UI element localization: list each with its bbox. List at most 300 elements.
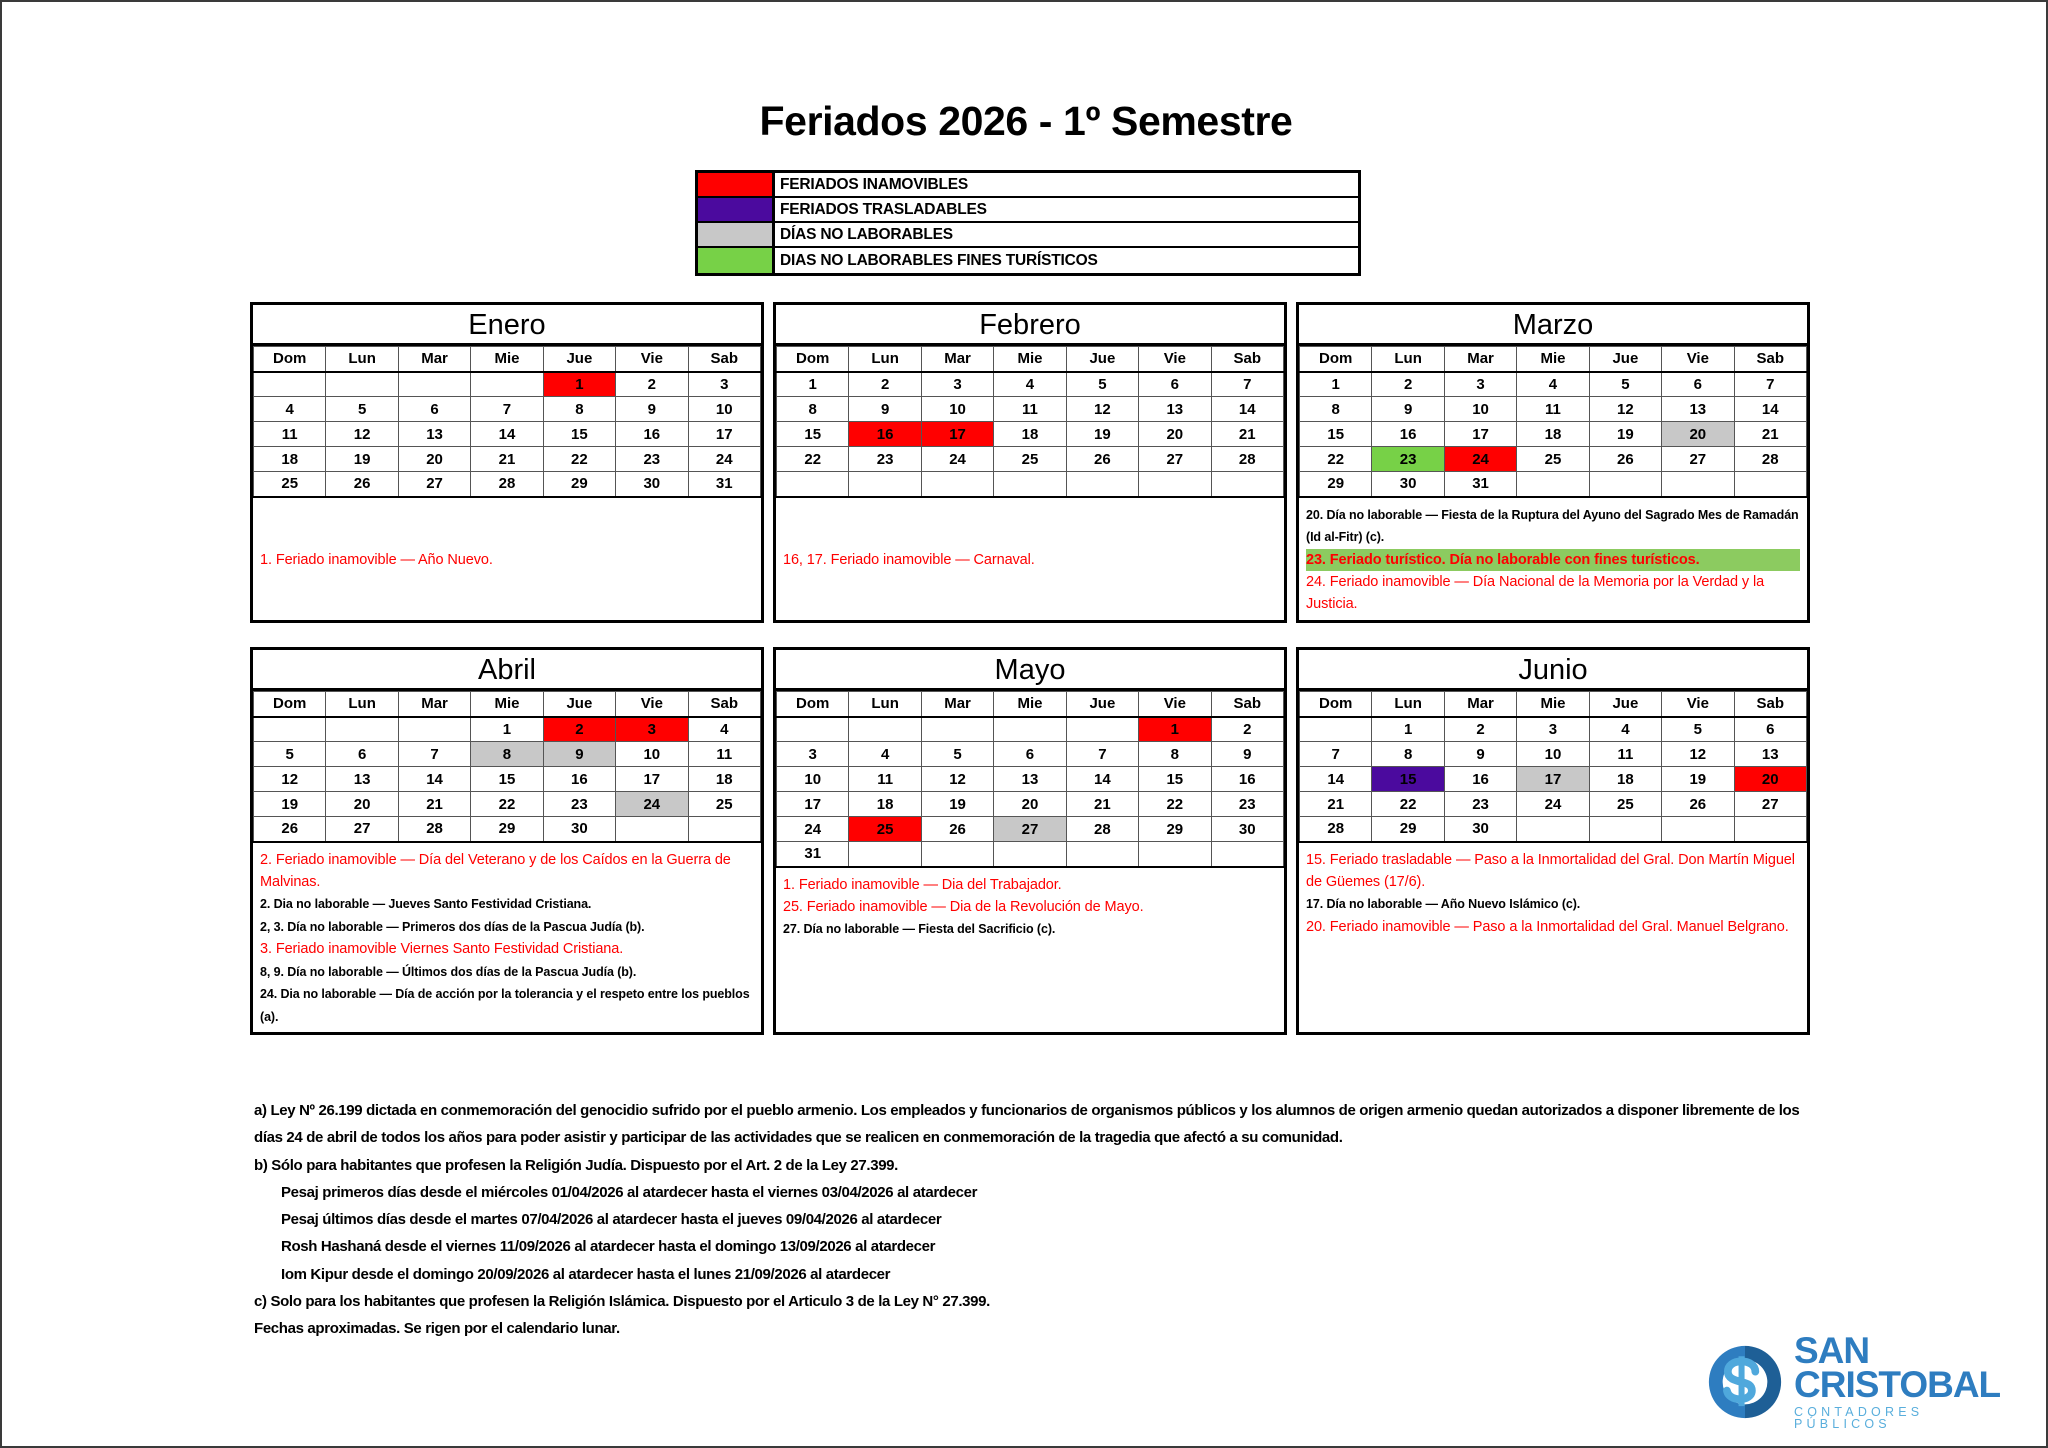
day-cell[interactable]: 4: [688, 717, 760, 742]
weekday-header: Dom: [777, 692, 849, 717]
weekday-header: Vie: [1139, 692, 1211, 717]
day-cell[interactable]: 16: [543, 767, 615, 792]
day-cell[interactable]: 18: [688, 767, 760, 792]
day-cell[interactable]: 16: [616, 422, 688, 447]
day-cell[interactable]: 3: [1517, 717, 1589, 742]
day-cell[interactable]: 16: [1211, 767, 1283, 792]
day-cell-empty: [994, 842, 1066, 867]
day-cell[interactable]: 22: [1300, 447, 1372, 472]
week-row: [777, 792, 1284, 817]
footnote-line: Iom Kipur desde el domingo 20/09/2026 al atardecer hasta el lunes 21/09/2026 al atardecer: [281, 1265, 891, 1283]
day-cell[interactable]: 22: [1139, 792, 1211, 817]
day-cell-empty: [1066, 842, 1138, 867]
month-note: 20. Día no laborable — Fiesta de la Ruptura del Ayuno del Sagrado Mes de Ramadán (Id al-Fitr) (c).: [1306, 507, 1799, 544]
day-cell[interactable]: 24: [777, 817, 849, 842]
weekday-header: Dom: [777, 347, 849, 372]
day-cell[interactable]: 27: [1662, 447, 1734, 472]
day-cell[interactable]: 13: [1734, 742, 1806, 767]
day-cell[interactable]: 7: [471, 397, 543, 422]
day-cell[interactable]: 21: [398, 792, 470, 817]
day-cell[interactable]: 12: [326, 422, 398, 447]
day-cell[interactable]: 15: [543, 422, 615, 447]
month-card-enero: [250, 302, 764, 623]
day-cell[interactable]: 6: [994, 742, 1066, 767]
day-cell-empty: [1517, 472, 1589, 497]
day-cell[interactable]: 3: [688, 372, 760, 397]
day-cell[interactable]: 29: [1139, 817, 1211, 842]
day-cell[interactable]: 5: [1066, 372, 1138, 397]
day-cell[interactable]: 21: [471, 447, 543, 472]
day-cell[interactable]: 7: [1211, 372, 1283, 397]
day-cell[interactable]: 3: [921, 372, 993, 397]
footnote-line: b) Sólo para habitantes que profesen la Religión Judía. Dispuesto por el Art. 2 de la Ley 27.399.: [254, 1156, 898, 1174]
weekday-header: Lun: [849, 347, 921, 372]
day-cell[interactable]: 10: [921, 397, 993, 422]
day-cell[interactable]: 23: [1372, 447, 1444, 472]
day-cell-empty: [1211, 842, 1283, 867]
day-cell[interactable]: 18: [849, 792, 921, 817]
day-cell[interactable]: 19: [1589, 422, 1661, 447]
day-cell[interactable]: 15: [1139, 767, 1211, 792]
weekday-header: Lun: [326, 347, 398, 372]
day-cell[interactable]: 30: [543, 817, 615, 842]
week-row: [777, 717, 1284, 742]
company-logo: [1702, 1329, 2012, 1432]
day-cell[interactable]: 17: [1517, 767, 1589, 792]
day-cell-empty: [616, 817, 688, 842]
day-cell[interactable]: 14: [1300, 767, 1372, 792]
day-cell[interactable]: 21: [1211, 422, 1283, 447]
day-cell[interactable]: 31: [688, 472, 760, 497]
day-cell[interactable]: 31: [777, 842, 849, 867]
day-cell[interactable]: 15: [777, 422, 849, 447]
footnotes-block: [254, 1097, 1814, 1343]
day-cell-empty: [398, 717, 470, 742]
week-row: [254, 472, 761, 497]
day-cell[interactable]: 17: [777, 792, 849, 817]
day-cell[interactable]: 28: [471, 472, 543, 497]
day-cell[interactable]: 27: [994, 817, 1066, 842]
logo-line-3: CONTADORES PÚBLICOS: [1794, 1405, 1924, 1431]
weekday-header: Dom: [254, 692, 326, 717]
day-cell[interactable]: 8: [543, 397, 615, 422]
day-cell[interactable]: 11: [688, 742, 760, 767]
day-cell[interactable]: 15: [471, 767, 543, 792]
day-cell[interactable]: 18: [254, 447, 326, 472]
day-cell[interactable]: 24: [616, 792, 688, 817]
day-cell[interactable]: 13: [326, 767, 398, 792]
weekday-header: Sab: [1211, 692, 1283, 717]
day-cell[interactable]: 13: [994, 767, 1066, 792]
month-note: 2. Feriado inamovible — Día del Veterano y de los Caídos en la Guerra de Malvinas.: [260, 851, 731, 890]
day-cell[interactable]: 27: [398, 472, 470, 497]
day-cell[interactable]: 24: [1444, 447, 1516, 472]
weekday-header: Mar: [1444, 347, 1516, 372]
week-row: [254, 767, 761, 792]
day-cell[interactable]: 30: [1372, 472, 1444, 497]
day-cell[interactable]: 14: [1211, 397, 1283, 422]
month-note: 16, 17. Feriado inamovible — Carnaval.: [783, 551, 1035, 568]
day-cell[interactable]: 29: [543, 472, 615, 497]
month-title: Mayo: [776, 650, 1284, 691]
day-cell-empty: [1734, 817, 1806, 842]
day-cell-empty: [471, 372, 543, 397]
month-notes: [1299, 843, 1807, 1033]
day-cell-empty: [1589, 472, 1661, 497]
day-cell[interactable]: 19: [1662, 767, 1734, 792]
day-cell[interactable]: 12: [921, 767, 993, 792]
weekday-header: Mar: [1444, 692, 1516, 717]
day-cell[interactable]: 30: [1444, 817, 1516, 842]
week-row: [777, 742, 1284, 767]
day-cell[interactable]: 28: [1734, 447, 1806, 472]
month-card-junio: [1296, 647, 1810, 1035]
month-notes: [253, 498, 761, 621]
day-cell-empty: [849, 472, 921, 497]
day-cell[interactable]: 20: [326, 792, 398, 817]
day-cell-empty: [326, 372, 398, 397]
week-row: [777, 372, 1284, 397]
day-cell[interactable]: 19: [921, 792, 993, 817]
day-cell[interactable]: 25: [1589, 792, 1661, 817]
day-cell[interactable]: 8: [471, 742, 543, 767]
logo-wordmark: [1794, 1329, 2012, 1431]
day-cell[interactable]: 16: [1444, 767, 1516, 792]
day-cell[interactable]: 22: [1372, 792, 1444, 817]
day-cell[interactable]: 1: [1372, 717, 1444, 742]
day-cell[interactable]: 8: [1139, 742, 1211, 767]
day-cell[interactable]: 21: [1734, 422, 1806, 447]
day-cell-empty: [1662, 817, 1734, 842]
weekday-header: Mar: [921, 347, 993, 372]
weekday-header: Sab: [1734, 692, 1806, 717]
day-cell[interactable]: 9: [543, 742, 615, 767]
day-cell[interactable]: 10: [688, 397, 760, 422]
day-cell[interactable]: 21: [1300, 792, 1372, 817]
day-cell[interactable]: 25: [1517, 447, 1589, 472]
day-cell[interactable]: 1: [1300, 372, 1372, 397]
day-cell-empty: [1589, 817, 1661, 842]
week-row: [777, 422, 1284, 447]
month-note: 15. Feriado trasladable — Paso a la Inmortalidad del Gral. Don Martín Miguel de Güemes (17/6).: [1306, 851, 1795, 890]
legend-row: [698, 173, 1358, 198]
month-title: Marzo: [1299, 305, 1807, 346]
day-cell[interactable]: 10: [616, 742, 688, 767]
day-cell[interactable]: 10: [1517, 742, 1589, 767]
week-row: [1300, 742, 1807, 767]
weekday-header: Lun: [1372, 692, 1444, 717]
day-cell[interactable]: 11: [1589, 742, 1661, 767]
day-cell[interactable]: 27: [1734, 792, 1806, 817]
weekday-header-row: [254, 692, 761, 717]
week-row: [254, 817, 761, 842]
month-grid: [1299, 691, 1807, 843]
day-cell[interactable]: 6: [1139, 372, 1211, 397]
day-cell-empty: [254, 372, 326, 397]
weekday-header: Mar: [398, 347, 470, 372]
day-cell[interactable]: 30: [616, 472, 688, 497]
day-cell[interactable]: 23: [1211, 792, 1283, 817]
day-cell[interactable]: 6: [398, 397, 470, 422]
day-cell[interactable]: 17: [688, 422, 760, 447]
day-cell[interactable]: 4: [1589, 717, 1661, 742]
day-cell[interactable]: 1: [777, 372, 849, 397]
day-cell[interactable]: 2: [1211, 717, 1283, 742]
day-cell[interactable]: 16: [1372, 422, 1444, 447]
month-title: Enero: [253, 305, 761, 346]
day-cell[interactable]: 12: [1662, 742, 1734, 767]
day-cell[interactable]: 9: [1372, 397, 1444, 422]
day-cell[interactable]: 17: [1444, 422, 1516, 447]
day-cell[interactable]: 24: [1517, 792, 1589, 817]
weekday-header: Dom: [1300, 692, 1372, 717]
day-cell[interactable]: 31: [1444, 472, 1516, 497]
day-cell[interactable]: 22: [471, 792, 543, 817]
day-cell[interactable]: 22: [777, 447, 849, 472]
day-cell[interactable]: 28: [1300, 817, 1372, 842]
week-row: [254, 422, 761, 447]
day-cell[interactable]: 5: [1662, 717, 1734, 742]
weekday-header: Vie: [1139, 347, 1211, 372]
day-cell[interactable]: 4: [849, 742, 921, 767]
day-cell[interactable]: 12: [1589, 397, 1661, 422]
week-row: [1300, 767, 1807, 792]
day-cell[interactable]: 1: [1139, 717, 1211, 742]
weekday-header-row: [1300, 692, 1807, 717]
day-cell[interactable]: 19: [1066, 422, 1138, 447]
weekday-header: Jue: [1589, 692, 1661, 717]
day-cell[interactable]: 15: [1372, 767, 1444, 792]
day-cell[interactable]: 10: [1444, 397, 1516, 422]
footnote-line: c) Solo para los habitantes que profesen la Religión Islámica. Dispuesto por el Articulo 3 de la Ley N° 27.399.: [254, 1293, 990, 1311]
day-cell[interactable]: 4: [994, 372, 1066, 397]
day-cell[interactable]: 26: [1662, 792, 1734, 817]
week-row: [1300, 372, 1807, 397]
day-cell[interactable]: 26: [326, 472, 398, 497]
day-cell[interactable]: 26: [254, 817, 326, 842]
day-cell[interactable]: 11: [254, 422, 326, 447]
day-cell[interactable]: 28: [1211, 447, 1283, 472]
week-row: [1300, 792, 1807, 817]
day-cell[interactable]: 4: [254, 397, 326, 422]
day-cell[interactable]: 26: [1589, 447, 1661, 472]
day-cell[interactable]: 11: [849, 767, 921, 792]
day-cell[interactable]: 24: [688, 447, 760, 472]
month-notes: [253, 843, 761, 1033]
month-title: Abril: [253, 650, 761, 691]
day-cell[interactable]: 29: [1300, 472, 1372, 497]
day-cell[interactable]: 23: [1444, 792, 1516, 817]
weekday-header: Jue: [1066, 692, 1138, 717]
day-cell[interactable]: 6: [1734, 717, 1806, 742]
weekday-header: Vie: [616, 692, 688, 717]
legend-row: [698, 223, 1358, 248]
weekday-header: Mie: [1517, 692, 1589, 717]
day-cell[interactable]: 2: [1444, 717, 1516, 742]
day-cell[interactable]: 7: [1066, 742, 1138, 767]
day-cell[interactable]: 17: [616, 767, 688, 792]
weekday-header: Mar: [921, 692, 993, 717]
day-cell[interactable]: 11: [994, 397, 1066, 422]
day-cell[interactable]: 2: [616, 372, 688, 397]
weekday-header: Mie: [1517, 347, 1589, 372]
day-cell[interactable]: 10: [777, 767, 849, 792]
day-cell[interactable]: 8: [1300, 397, 1372, 422]
day-cell[interactable]: 3: [616, 717, 688, 742]
day-cell[interactable]: 6: [326, 742, 398, 767]
day-cell[interactable]: 9: [616, 397, 688, 422]
day-cell[interactable]: 20: [398, 447, 470, 472]
month-card-febrero: [773, 302, 1287, 623]
day-cell[interactable]: 25: [254, 472, 326, 497]
day-cell[interactable]: 8: [1372, 742, 1444, 767]
day-cell[interactable]: 29: [471, 817, 543, 842]
day-cell[interactable]: 9: [849, 397, 921, 422]
day-cell[interactable]: 26: [921, 817, 993, 842]
day-cell[interactable]: 13: [398, 422, 470, 447]
weekday-header: Sab: [688, 692, 760, 717]
month-card-abril: [250, 647, 764, 1035]
day-cell-empty: [1734, 472, 1806, 497]
month-grid: [776, 691, 1284, 868]
day-cell[interactable]: 11: [1517, 397, 1589, 422]
day-cell-empty: [1139, 472, 1211, 497]
day-cell[interactable]: 18: [994, 422, 1066, 447]
logo-monogram-icon: [1702, 1339, 1788, 1425]
legend-swatch-gray: [698, 223, 775, 246]
day-cell[interactable]: 23: [849, 447, 921, 472]
day-cell[interactable]: 25: [994, 447, 1066, 472]
day-cell[interactable]: 3: [777, 742, 849, 767]
day-cell[interactable]: 29: [1372, 817, 1444, 842]
day-cell-empty: [1517, 817, 1589, 842]
day-cell[interactable]: 2: [1372, 372, 1444, 397]
day-cell-empty: [921, 717, 993, 742]
day-cell[interactable]: 24: [921, 447, 993, 472]
day-cell[interactable]: 5: [254, 742, 326, 767]
month-note: 8, 9. Día no laborable — Últimos dos días de la Pascua Judía (b).: [260, 964, 637, 979]
legend-swatch-green: [698, 248, 775, 273]
legend-label: FERIADOS INAMOVIBLES: [780, 175, 969, 193]
day-cell[interactable]: 18: [1589, 767, 1661, 792]
day-cell[interactable]: 3: [1444, 372, 1516, 397]
month-note: 20. Feriado inamovible — Paso a la Inmortalidad del Gral. Manuel Belgrano.: [1306, 918, 1789, 935]
legend-swatch-purple: [698, 198, 775, 221]
day-cell[interactable]: 13: [1662, 397, 1734, 422]
logo-line-1: SAN: [1794, 1329, 1870, 1371]
day-cell-empty: [1211, 472, 1283, 497]
day-cell[interactable]: 28: [398, 817, 470, 842]
day-cell-empty: [1139, 842, 1211, 867]
weekday-header: Mie: [994, 347, 1066, 372]
day-cell[interactable]: 18: [1517, 422, 1589, 447]
day-cell[interactable]: 23: [616, 447, 688, 472]
day-cell[interactable]: 14: [471, 422, 543, 447]
day-cell[interactable]: 13: [1139, 397, 1211, 422]
day-cell[interactable]: 19: [254, 792, 326, 817]
weekday-header: Dom: [1300, 347, 1372, 372]
day-cell[interactable]: 2: [543, 717, 615, 742]
week-row: [254, 792, 761, 817]
weekday-header: Jue: [543, 692, 615, 717]
day-cell[interactable]: 20: [1139, 422, 1211, 447]
day-cell-empty: [849, 717, 921, 742]
week-row: [777, 397, 1284, 422]
weekday-header-row: [254, 347, 761, 372]
day-cell[interactable]: 1: [543, 372, 615, 397]
day-cell-empty: [1300, 717, 1372, 742]
months-row-first: [250, 302, 1810, 623]
day-cell[interactable]: 27: [1139, 447, 1211, 472]
legend-box: [695, 170, 1361, 276]
day-cell[interactable]: 9: [1211, 742, 1283, 767]
day-cell[interactable]: 27: [326, 817, 398, 842]
day-cell[interactable]: 20: [1734, 767, 1806, 792]
day-cell[interactable]: 6: [1662, 372, 1734, 397]
day-cell[interactable]: 7: [398, 742, 470, 767]
day-cell[interactable]: 5: [1589, 372, 1661, 397]
day-cell[interactable]: 28: [1066, 817, 1138, 842]
footnote-line: a) Ley Nº 26.199 dictada en conmemoración del genocidio sufrido por el pueblo armenio. Los empleados y funcionarios de organismos públicos y los alumnos de origen armenio quedan autorizados a disponer libremente de los días 24 de abril de todos los años para poder asistir y participar de las actividades que se realicen en conmemoración de la tragedia que afectó a su comunidad.: [254, 1102, 1800, 1147]
weekday-header: Lun: [1372, 347, 1444, 372]
day-cell-empty: [994, 717, 1066, 742]
day-cell[interactable]: 25: [849, 817, 921, 842]
weekday-header: Mie: [471, 347, 543, 372]
weekday-header: Sab: [1211, 347, 1283, 372]
day-cell[interactable]: 1: [471, 717, 543, 742]
day-cell[interactable]: 20: [994, 792, 1066, 817]
day-cell[interactable]: 14: [398, 767, 470, 792]
day-cell[interactable]: 14: [1066, 767, 1138, 792]
week-row: [1300, 472, 1807, 497]
week-row: [254, 397, 761, 422]
footnote-line: Pesaj primeros días desde el miércoles 01/04/2026 al atardecer hasta el viernes 03/04/2026 al atardecer: [281, 1183, 978, 1201]
legend-label: DÍAS NO LABORABLES: [780, 225, 953, 243]
day-cell[interactable]: 22: [543, 447, 615, 472]
day-cell[interactable]: 30: [1211, 817, 1283, 842]
day-cell[interactable]: 7: [1300, 742, 1372, 767]
day-cell[interactable]: 16: [849, 422, 921, 447]
weekday-header: Jue: [1066, 347, 1138, 372]
day-cell[interactable]: 17: [921, 422, 993, 447]
day-cell[interactable]: 25: [688, 792, 760, 817]
month-note: 1. Feriado inamovible — Año Nuevo.: [260, 551, 493, 568]
day-cell[interactable]: 12: [254, 767, 326, 792]
day-cell[interactable]: 20: [1662, 422, 1734, 447]
weekday-header: Vie: [1662, 692, 1734, 717]
day-cell[interactable]: 12: [1066, 397, 1138, 422]
day-cell[interactable]: 19: [326, 447, 398, 472]
day-cell[interactable]: 7: [1734, 372, 1806, 397]
day-cell[interactable]: 14: [1734, 397, 1806, 422]
day-cell[interactable]: 15: [1300, 422, 1372, 447]
day-cell[interactable]: 2: [849, 372, 921, 397]
month-note: 2. Dia no laborable — Jueves Santo Festividad Cristiana.: [260, 897, 592, 912]
day-cell[interactable]: 5: [326, 397, 398, 422]
day-cell[interactable]: 26: [1066, 447, 1138, 472]
day-cell[interactable]: 23: [543, 792, 615, 817]
day-cell[interactable]: 9: [1444, 742, 1516, 767]
month-notes: [776, 868, 1284, 1033]
day-cell[interactable]: 4: [1517, 372, 1589, 397]
day-cell[interactable]: 8: [777, 397, 849, 422]
day-cell[interactable]: 21: [1066, 792, 1138, 817]
day-cell[interactable]: 5: [921, 742, 993, 767]
month-grid: [253, 691, 761, 843]
week-row: [254, 717, 761, 742]
week-row: [254, 447, 761, 472]
weekday-header-row: [777, 692, 1284, 717]
